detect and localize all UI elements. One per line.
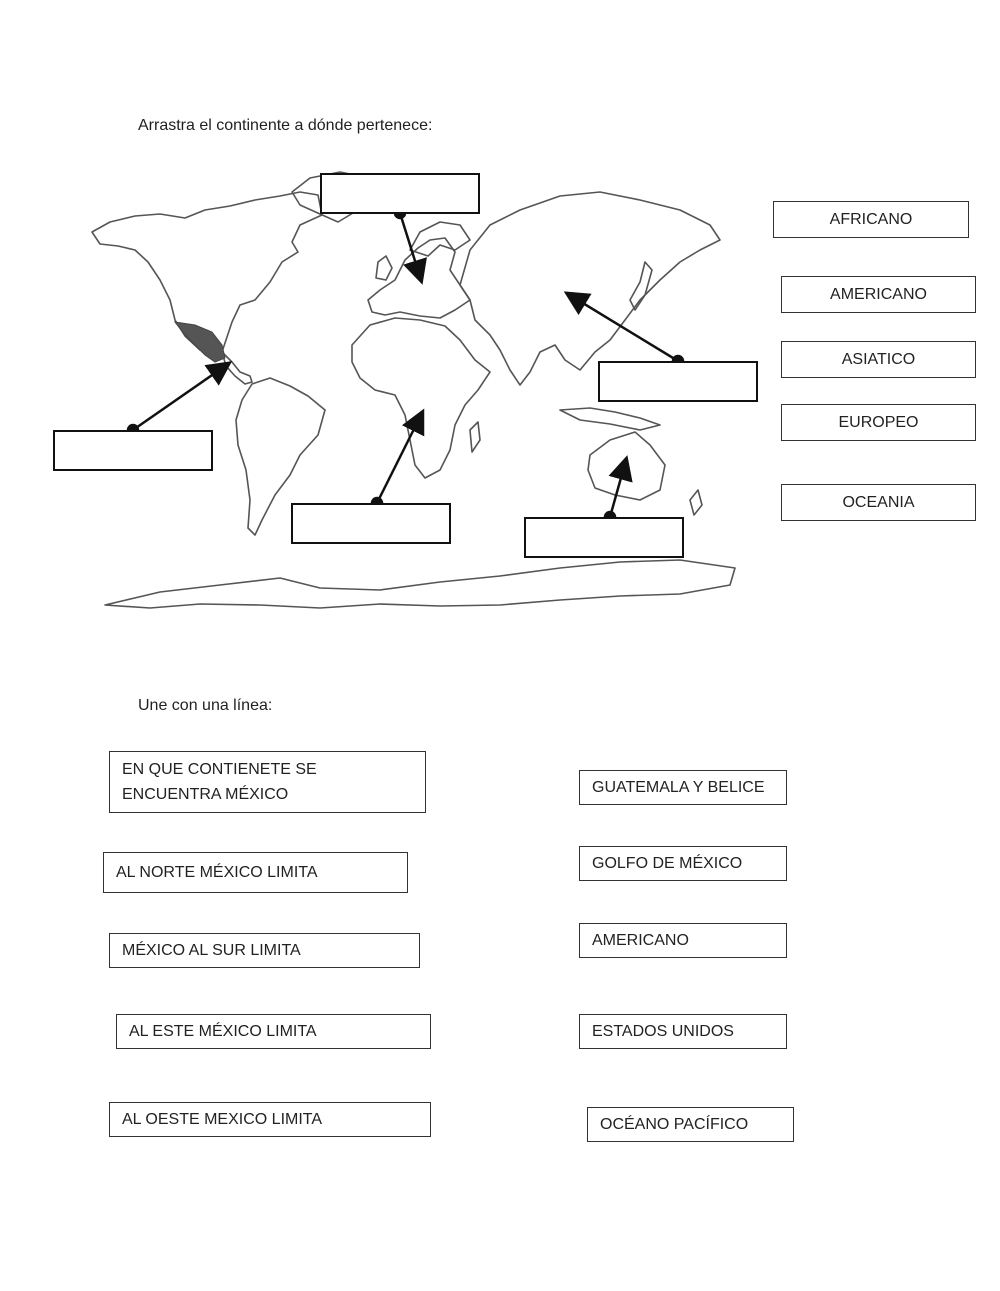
australia-outline: [588, 432, 665, 500]
mexico-highlight: [175, 322, 225, 362]
answer-oceano-pacifico[interactable]: OCÉANO PACÍFICO: [587, 1107, 794, 1142]
option-americano[interactable]: AMERICANO: [781, 276, 976, 313]
arrow-oceania: [610, 460, 626, 517]
arrow-asia: [568, 294, 678, 361]
answer-americano[interactable]: AMERICANO: [579, 923, 787, 958]
indonesia-outline: [560, 408, 660, 430]
drop-box-africa[interactable]: [291, 503, 451, 544]
drop-box-oceania[interactable]: [524, 517, 684, 558]
question-continent[interactable]: EN QUE CONTIENETE SE ENCUENTRA MÉXICO: [109, 751, 426, 813]
option-africano[interactable]: AFRICANO: [773, 201, 969, 238]
japan-outline: [630, 262, 652, 310]
arrow-europe: [400, 213, 421, 280]
africa-outline: [352, 318, 490, 478]
option-asiatico[interactable]: ASIATICO: [781, 341, 976, 378]
question-north[interactable]: AL NORTE MÉXICO LIMITA: [103, 852, 408, 893]
answer-estados-unidos[interactable]: ESTADOS UNIDOS: [579, 1014, 787, 1049]
question-south[interactable]: MÉXICO AL SUR LIMITA: [109, 933, 420, 968]
uk-outline: [376, 256, 392, 280]
arrow-africa: [377, 413, 422, 503]
central-america-outline: [222, 352, 252, 384]
drop-box-asia[interactable]: [598, 361, 758, 402]
question-east[interactable]: AL ESTE MÉXICO LIMITA: [116, 1014, 431, 1049]
option-europeo[interactable]: EUROPEO: [781, 404, 976, 441]
madagascar-outline: [470, 422, 480, 452]
new-zealand-outline: [690, 490, 702, 515]
drop-box-america[interactable]: [53, 430, 213, 471]
answer-guatemala-belice[interactable]: GUATEMALA Y BELICE: [579, 770, 787, 805]
drop-box-europe[interactable]: [320, 173, 480, 214]
world-map: [0, 0, 1000, 640]
option-oceania[interactable]: OCEANIA: [781, 484, 976, 521]
instruction-match: Une con una línea:: [138, 697, 273, 714]
arrow-america: [133, 364, 228, 430]
antarctica-outline: [105, 560, 735, 608]
instruction-drag: Arrastra el continente a dónde pertenece:: [138, 117, 433, 134]
answer-golfo-mexico[interactable]: GOLFO DE MÉXICO: [579, 846, 787, 881]
question-west[interactable]: AL OESTE MEXICO LIMITA: [109, 1102, 431, 1137]
